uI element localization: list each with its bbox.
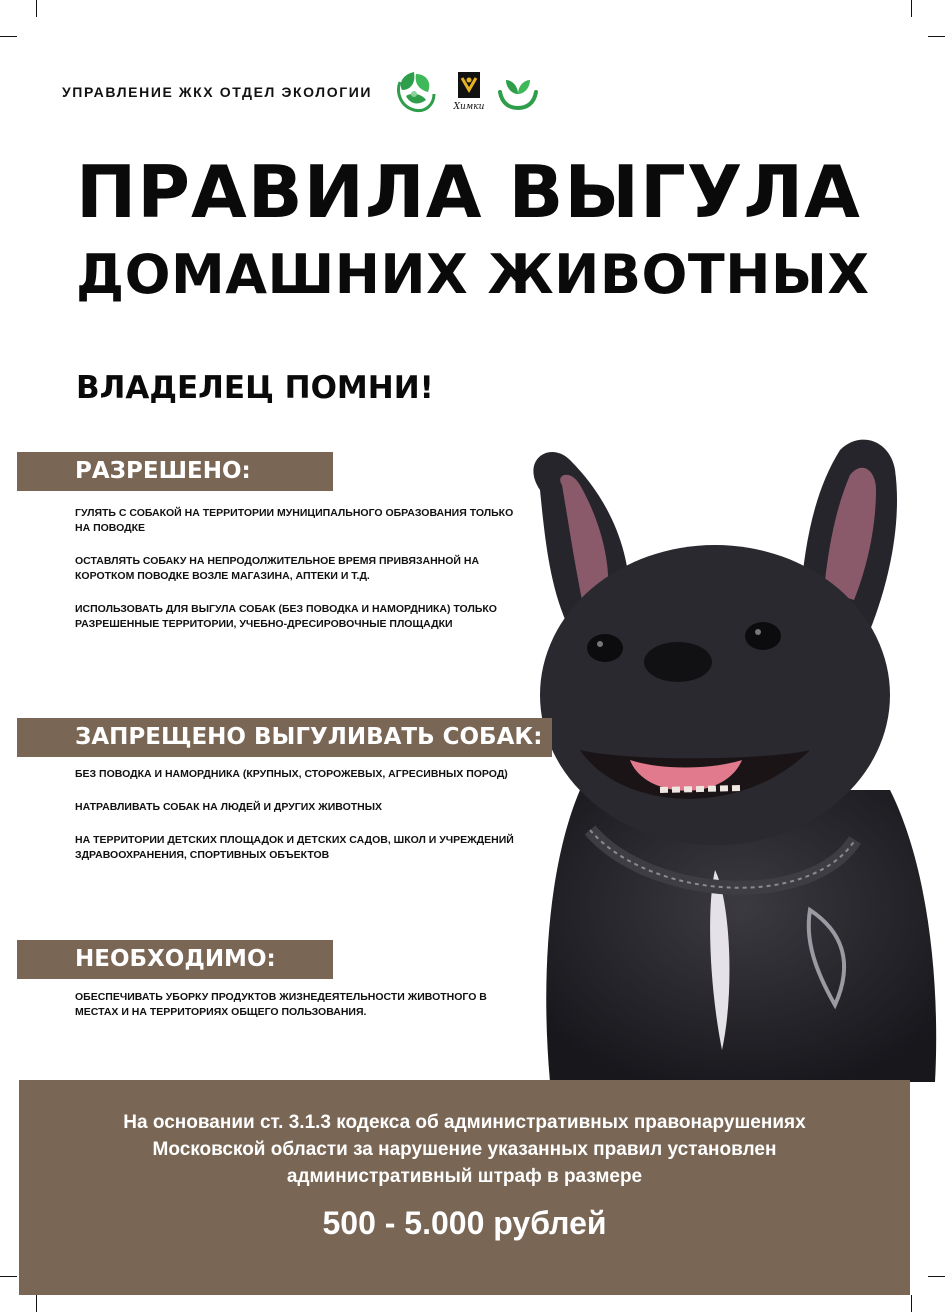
hands-sprout-logo-icon	[496, 72, 540, 112]
crop-mark	[928, 1276, 945, 1277]
required-list	[75, 990, 520, 1038]
fine-notice-line-1: На основании ст. 3.1.3 кодекса об административных правонарушениях	[123, 1112, 806, 1133]
required-heading: НЕОБХОДИМО:	[17, 940, 333, 979]
fine-notice-text	[79, 1109, 850, 1190]
list-item: ОСТАВЛЯТЬ СОБАКУ НА НЕПРОДОЛЖИТЕЛЬНОЕ ВРЕМЯ ПРИВЯЗАННОЙ НА КОРОТКОМ ПОВОДКЕ ВОЗЛЕ МАГАЗИНА, АПТЕКИ И Т.Д.	[75, 555, 480, 582]
fine-notice-line-2: Московской области за нарушение указанных правил установлен	[152, 1139, 777, 1160]
subtitle: ВЛАДЕЛЕЦ ПОМНИ!	[76, 370, 434, 406]
list-item: ИСПОЛЬЗОВАТЬ ДЛЯ ВЫГУЛА СОБАК (БЕЗ ПОВОДКА И НАМОРДНИКА) ТОЛЬКО РАЗРЕШЕННЫЕ ТЕРРИТОРИИ, УЧЕБНО-ДРЕСИРОВОЧНЫЕ ПЛОЩАДКИ	[75, 603, 497, 630]
coat-of-arms-icon	[452, 70, 486, 120]
eco-leaf-logo-icon	[392, 66, 438, 114]
page-title	[76, 150, 870, 306]
fine-notice	[19, 1080, 910, 1295]
forbidden-list	[75, 767, 520, 881]
list-item: ОБЕСПЕЧИВАТЬ УБОРКУ ПРОДУКТОВ ЖИЗНЕДЕЯТЕЛЬНОСТИ ЖИВОТНОГО В МЕСТАХ И НА ТЕРРИТОРИЯХ ОБЩЕГО ПОЛЬЗОВАНИЯ.	[75, 991, 487, 1018]
forbidden-heading: ЗАПРЕЩЕНО ВЫГУЛИВАТЬ СОБАК:	[17, 718, 552, 757]
org-header: УПРАВЛЕНИЕ ЖКХ ОТДЕЛ ЭКОЛОГИИ	[62, 84, 373, 100]
crop-mark	[36, 1295, 37, 1312]
crop-mark	[911, 0, 912, 17]
crop-mark	[911, 1295, 912, 1312]
title-line-2: ДОМАШНИХ ЖИВОТНЫХ	[76, 243, 870, 306]
crop-mark	[928, 36, 945, 37]
fine-notice-line-3: административный штраф в размере	[286, 1166, 643, 1187]
french-bulldog-illustration	[510, 430, 945, 1082]
allowed-heading: РАЗРЕШЕНО:	[17, 452, 333, 491]
crop-mark	[0, 36, 17, 37]
crop-mark	[36, 0, 37, 17]
fine-amount: 500 - 5.000 рублей	[322, 1205, 607, 1241]
list-item: ГУЛЯТЬ С СОБАКОЙ НА ТЕРРИТОРИИ МУНИЦИПАЛЬНОГО ОБРАЗОВАНИЯ ТОЛЬКО НА ПОВОДКЕ	[75, 507, 514, 534]
crop-mark	[0, 1276, 17, 1277]
list-item: БЕЗ ПОВОДКА И НАМОРДНИКА (КРУПНЫХ, СТОРОЖЕВЫХ, АГРЕСИВНЫХ ПОРОД)	[75, 768, 508, 780]
list-item: НА ТЕРРИТОРИИ ДЕТСКИХ ПЛОЩАДОК И ДЕТСКИХ САДОВ, ШКОЛ И УЧРЕЖДЕНИЙ ЗДРАВООХРАНЕНИЯ, СПОРТИВНЫХ ОБЪЕКТОВ	[75, 834, 514, 861]
allowed-list	[75, 506, 520, 650]
coat-of-arms-caption: Химки	[453, 102, 485, 112]
list-item: НАТРАВЛИВАТЬ СОБАК НА ЛЮДЕЙ И ДРУГИХ ЖИВОТНЫХ	[75, 801, 383, 813]
title-line-1: ПРАВИЛА ВЫГУЛА	[76, 150, 861, 234]
